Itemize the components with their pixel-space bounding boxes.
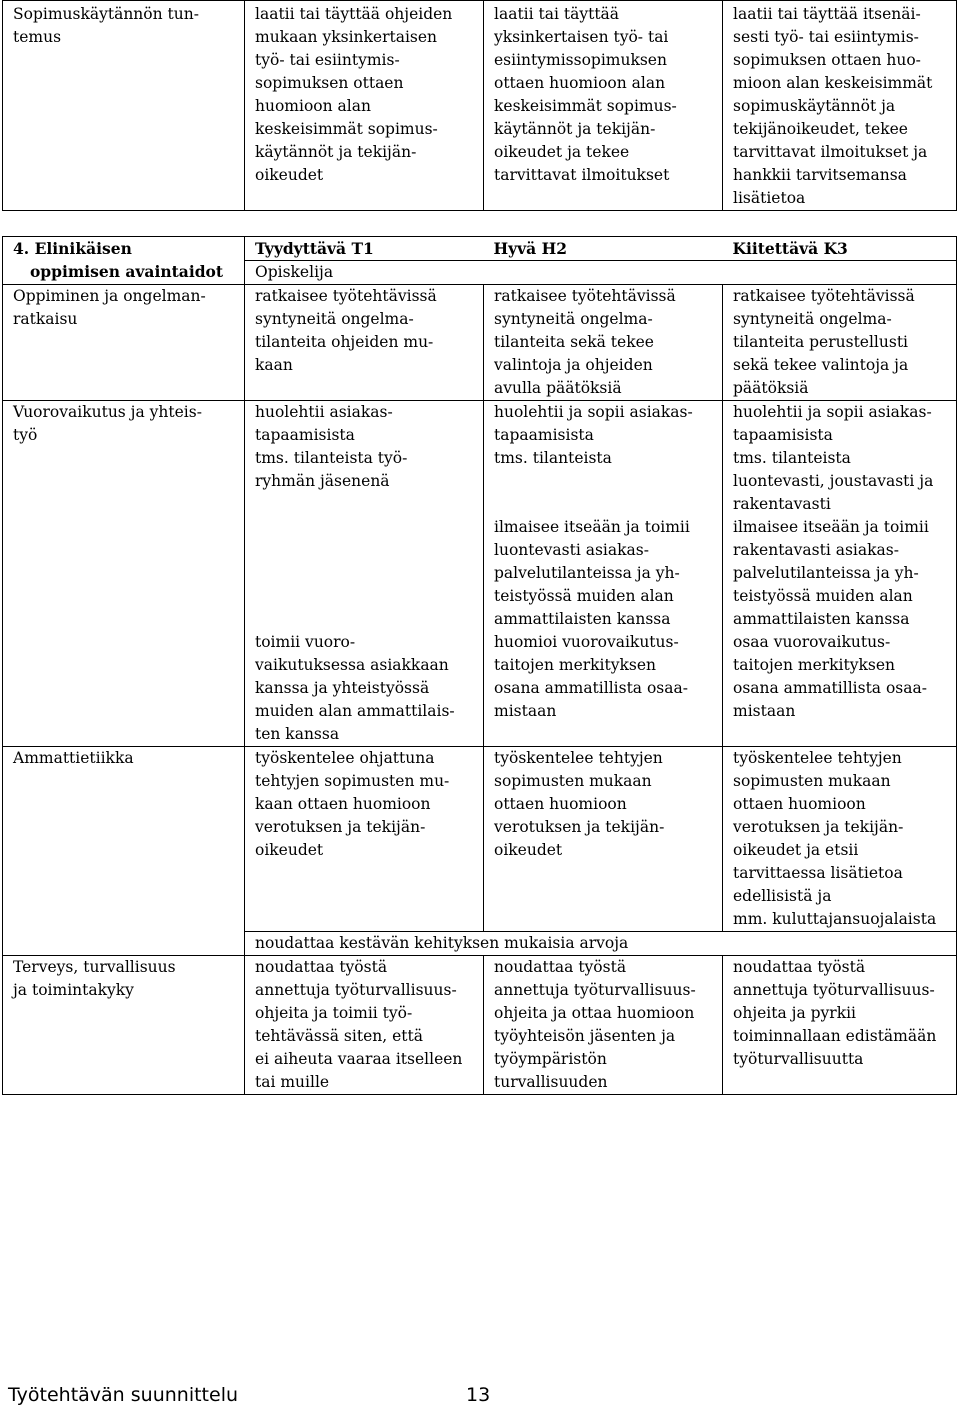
text-line: taitojen merkityksen <box>733 656 895 674</box>
t1-text <box>255 401 479 746</box>
h2-cell <box>484 285 723 401</box>
text-line: ratkaisee työtehtävissä <box>494 287 676 305</box>
text-line: ohjeita ja pyrkii <box>733 1004 857 1022</box>
text-line: tarvittavat ilmoitukset <box>494 166 670 184</box>
text-line <box>494 493 718 516</box>
text-line: käytännöt ja tekijän- <box>255 143 417 161</box>
text-line: muiden alan ammattilais- <box>255 702 455 720</box>
sustainability-note: noudattaa kestävän kehityksen mukaisia arvoja <box>245 932 957 956</box>
text-line: tilanteita perustellusti <box>733 333 909 351</box>
text-line <box>255 608 479 631</box>
text-line: hankkii tarvitsemansa <box>733 166 907 184</box>
k3-cell <box>723 285 957 401</box>
grade-t1-header: Tyydyttävä T1 <box>245 237 484 261</box>
text-line: oikeudet <box>255 841 324 859</box>
text-line: ammattilaisten kanssa <box>733 610 910 628</box>
text-line: mioon alan keskeisimmät <box>733 74 933 92</box>
table-row <box>3 1 957 211</box>
subject-label: Opiskelija <box>245 261 957 285</box>
text-line: sekä tekee valintoja ja <box>733 356 909 374</box>
text-line: huomioi vuorovaikutus- <box>494 633 679 651</box>
k3-text <box>733 285 952 400</box>
text-line: toimii vuoro- <box>255 633 356 651</box>
h2-text <box>494 3 718 187</box>
text-line: luontevasti, joustavasti ja <box>733 472 934 490</box>
text-line: kanssa ja yhteistyössä <box>255 679 430 697</box>
text-line: ilmaisee itseään ja toimii <box>733 518 929 536</box>
section-title-line2: oppimisen avaintaidot <box>29 262 224 281</box>
text-line: verotuksen ja tekijän- <box>494 818 665 836</box>
text-line: toiminnallaan edistämään <box>733 1027 937 1045</box>
text-line: työturvallisuutta <box>733 1050 864 1068</box>
footer-title: Työtehtävän suunnittelu <box>8 1384 239 1406</box>
text-line: laatii tai täyttää <box>494 5 620 23</box>
text-line: teistyössä muiden alan <box>494 587 674 605</box>
text-line: tehtyjen sopimusten mu- <box>255 772 450 790</box>
t1-cell <box>245 956 484 1095</box>
text-line: ryhmän jäsenenä <box>255 472 390 490</box>
text-line: tapaamisista <box>733 426 833 444</box>
text-line: tilanteita ohjeiden mu- <box>255 333 434 351</box>
text-line: ei aiheuta vaaraa itselleen <box>255 1050 463 1068</box>
text-line: tarvittavat ilmoitukset ja <box>733 143 928 161</box>
text-line <box>494 470 718 493</box>
text-line: syntyneitä ongelma- <box>494 310 653 328</box>
text-line: työ- tai esiintymis- <box>255 51 400 69</box>
text-line: sopimuskäytännöt ja <box>733 97 896 115</box>
text-line: sopimuksen ottaen huo- <box>733 51 921 69</box>
h2-cell <box>484 1 723 211</box>
k3-text <box>733 956 952 1071</box>
text-line: osana ammatillista osaa- <box>733 679 927 697</box>
section-title-cell <box>3 237 245 285</box>
criteria-label <box>13 3 240 49</box>
text-line: ratkaisu <box>13 310 78 328</box>
k3-cell <box>723 956 957 1095</box>
k3-cell <box>723 747 957 932</box>
h2-cell <box>484 747 723 932</box>
text-line: keskeisimmät sopimus- <box>255 120 438 138</box>
text-line: Oppiminen ja ongelman- <box>13 287 206 305</box>
text-line: osaa vuorovaikutus- <box>733 633 891 651</box>
table-row <box>3 956 957 1095</box>
text-line: huolehtii ja sopii asiakas- <box>733 403 932 421</box>
text-line: ottaen huomioon <box>733 795 866 813</box>
text-line: rakentavasti <box>733 495 831 513</box>
text-line: työyhteisön jäsenten ja <box>494 1027 676 1045</box>
t1-cell <box>245 401 484 747</box>
k3-cell <box>723 1 957 211</box>
row-label-safety <box>3 956 245 1095</box>
text-line: annettuja työturvallisuus- <box>494 981 696 999</box>
text-line: edellisistä ja <box>733 887 832 905</box>
text-line: Ammattietiikka <box>13 749 134 767</box>
text-line: sesti työ- tai esiintymis- <box>733 28 919 46</box>
text-line: palvelutilanteissa ja yh- <box>494 564 680 582</box>
t1-text <box>255 956 479 1094</box>
text-line: luontevasti asiakas- <box>494 541 649 559</box>
text-line: työskentelee tehtyjen <box>494 749 663 767</box>
text-line: syntyneitä ongelma- <box>255 310 414 328</box>
text-line: sopimusten mukaan <box>494 772 652 790</box>
text-line: huolehtii ja sopii asiakas- <box>494 403 693 421</box>
text-line: ammattilaisten kanssa <box>494 610 671 628</box>
text-line: esiintymissopimuksen <box>494 51 667 69</box>
text-line: oikeudet <box>255 166 324 184</box>
text-line: tms. tilanteista <box>494 449 612 467</box>
row-label-interaction <box>3 401 245 747</box>
text-line: verotuksen ja tekijän- <box>255 818 426 836</box>
t1-cell <box>245 747 484 932</box>
text-line: teistyössä muiden alan <box>733 587 913 605</box>
text-line: ratkaisee työtehtävissä <box>733 287 915 305</box>
text-line: mm. kuluttajansuojalaista <box>733 910 937 928</box>
text-line: annettuja työturvallisuus- <box>733 981 935 999</box>
text-line: käytännöt ja tekijän- <box>494 120 656 138</box>
text-line: noudattaa työstä <box>255 958 388 976</box>
text-line: sopimuksen ottaen <box>255 74 404 92</box>
table-row <box>3 285 957 401</box>
text-line: tapaamisista <box>494 426 594 444</box>
text-line: työskentelee tehtyjen <box>733 749 902 767</box>
row-label-text <box>13 401 240 447</box>
text-line: huolehtii asiakas- <box>255 403 393 421</box>
text-line: tai muille <box>255 1073 330 1091</box>
page-footer <box>8 1384 491 1407</box>
t1-cell <box>245 285 484 401</box>
text-line: ilmaisee itseään ja toimii <box>494 518 690 536</box>
h2-text <box>494 285 718 400</box>
text-line <box>255 562 479 585</box>
text-line: oikeudet <box>494 841 563 859</box>
t1-text <box>255 747 479 862</box>
text-line: ratkaisee työtehtävissä <box>255 287 437 305</box>
row-label-learning <box>3 285 245 401</box>
k3-text <box>733 401 952 723</box>
k3-text <box>733 3 952 210</box>
text-line: huomioon alan <box>255 97 371 115</box>
text-line: valintoja ja ohjeiden <box>494 356 653 374</box>
text-line: Sopimuskäytännön tun- <box>13 5 199 23</box>
t1-cell <box>245 1 484 211</box>
grade-k3-header: Kiitettävä K3 <box>723 237 957 261</box>
text-line: työskentelee ohjattuna <box>255 749 435 767</box>
text-line: ottaen huomioon alan <box>494 74 666 92</box>
text-line <box>255 493 479 516</box>
text-line: noudattaa työstä <box>494 958 627 976</box>
text-line <box>255 516 479 539</box>
h2-text <box>494 747 718 862</box>
text-line: avulla päätöksiä <box>494 379 622 397</box>
text-line: ohjeita ja ottaa huomioon <box>494 1004 695 1022</box>
text-line: päätöksiä <box>733 379 809 397</box>
h2-text <box>494 401 718 723</box>
text-line: tapaamisista <box>255 426 355 444</box>
text-line: mistaan <box>494 702 557 720</box>
text-line: Terveys, turvallisuus <box>13 958 176 976</box>
text-line: yksinkertaisen työ- tai <box>494 28 669 46</box>
text-line: laatii tai täyttää itsenäi- <box>733 5 921 23</box>
text-line: ohjeita ja toimii työ- <box>255 1004 413 1022</box>
text-line: kaan <box>255 356 293 374</box>
section-title-line1: 4. Elinikäisen <box>13 239 132 258</box>
text-line: kaan ottaen huomioon <box>255 795 431 813</box>
text-line: ottaen huomioon <box>494 795 627 813</box>
text-line: keskeisimmät sopimus- <box>494 97 677 115</box>
text-line: tarvittaessa lisätietoa <box>733 864 903 882</box>
text-line: taitojen merkityksen <box>494 656 656 674</box>
text-line: laatii tai täyttää ohjeiden <box>255 5 453 23</box>
grade-h2-header: Hyvä H2 <box>484 237 723 261</box>
k3-cell <box>723 401 957 747</box>
h2-text <box>494 956 718 1094</box>
text-line: annettuja työturvallisuus- <box>255 981 457 999</box>
text-line: verotuksen ja tekijän- <box>733 818 904 836</box>
text-line <box>255 585 479 608</box>
text-line: tms. tilanteista <box>733 449 851 467</box>
text-line: syntyneitä ongelma- <box>733 310 892 328</box>
header-row <box>3 237 957 261</box>
text-line: tilanteita sekä tekee <box>494 333 654 351</box>
text-line: rakentavasti asiakas- <box>733 541 899 559</box>
k3-text <box>733 747 952 931</box>
text-line: tms. tilanteista työ- <box>255 449 408 467</box>
text-line: työympäristön <box>494 1050 607 1068</box>
text-line: työ <box>13 426 38 444</box>
text-line: temus <box>13 28 62 46</box>
text-line: turvallisuuden <box>494 1073 608 1091</box>
text-line: vaikutuksessa asiakkaan <box>255 656 449 674</box>
text-line: osana ammatillista osaa- <box>494 679 688 697</box>
text-line: tehtävässä siten, että <box>255 1027 423 1045</box>
table-row <box>3 747 957 932</box>
row-label-text <box>13 285 240 331</box>
row-label-ethics <box>3 747 245 956</box>
row-label-text <box>13 747 240 770</box>
lifelong-learning-table <box>2 236 957 1095</box>
page-number: 13 <box>466 1384 491 1406</box>
t1-text <box>255 3 479 187</box>
criteria-label-cell <box>3 1 245 211</box>
text-line: mistaan <box>733 702 796 720</box>
row-label-text <box>13 956 240 1002</box>
text-line: oikeudet ja etsii <box>733 841 859 859</box>
text-line: Vuorovaikutus ja yhteis- <box>13 403 202 421</box>
h2-cell <box>484 401 723 747</box>
text-line: lisätietoa <box>733 189 806 207</box>
text-line: ten kanssa <box>255 725 340 743</box>
t1-text <box>255 285 479 377</box>
text-line: tekijänoikeudet, tekee <box>733 120 908 138</box>
text-line: oikeudet ja tekee <box>494 143 630 161</box>
text-line <box>255 539 479 562</box>
contract-practice-table <box>2 0 957 211</box>
text-line: ja toimintakyky <box>13 981 134 999</box>
text-line: sopimusten mukaan <box>733 772 891 790</box>
h2-cell <box>484 956 723 1095</box>
text-line: noudattaa työstä <box>733 958 866 976</box>
table-row <box>3 401 957 747</box>
text-line: palvelutilanteissa ja yh- <box>733 564 919 582</box>
text-line: mukaan yksinkertaisen <box>255 28 438 46</box>
